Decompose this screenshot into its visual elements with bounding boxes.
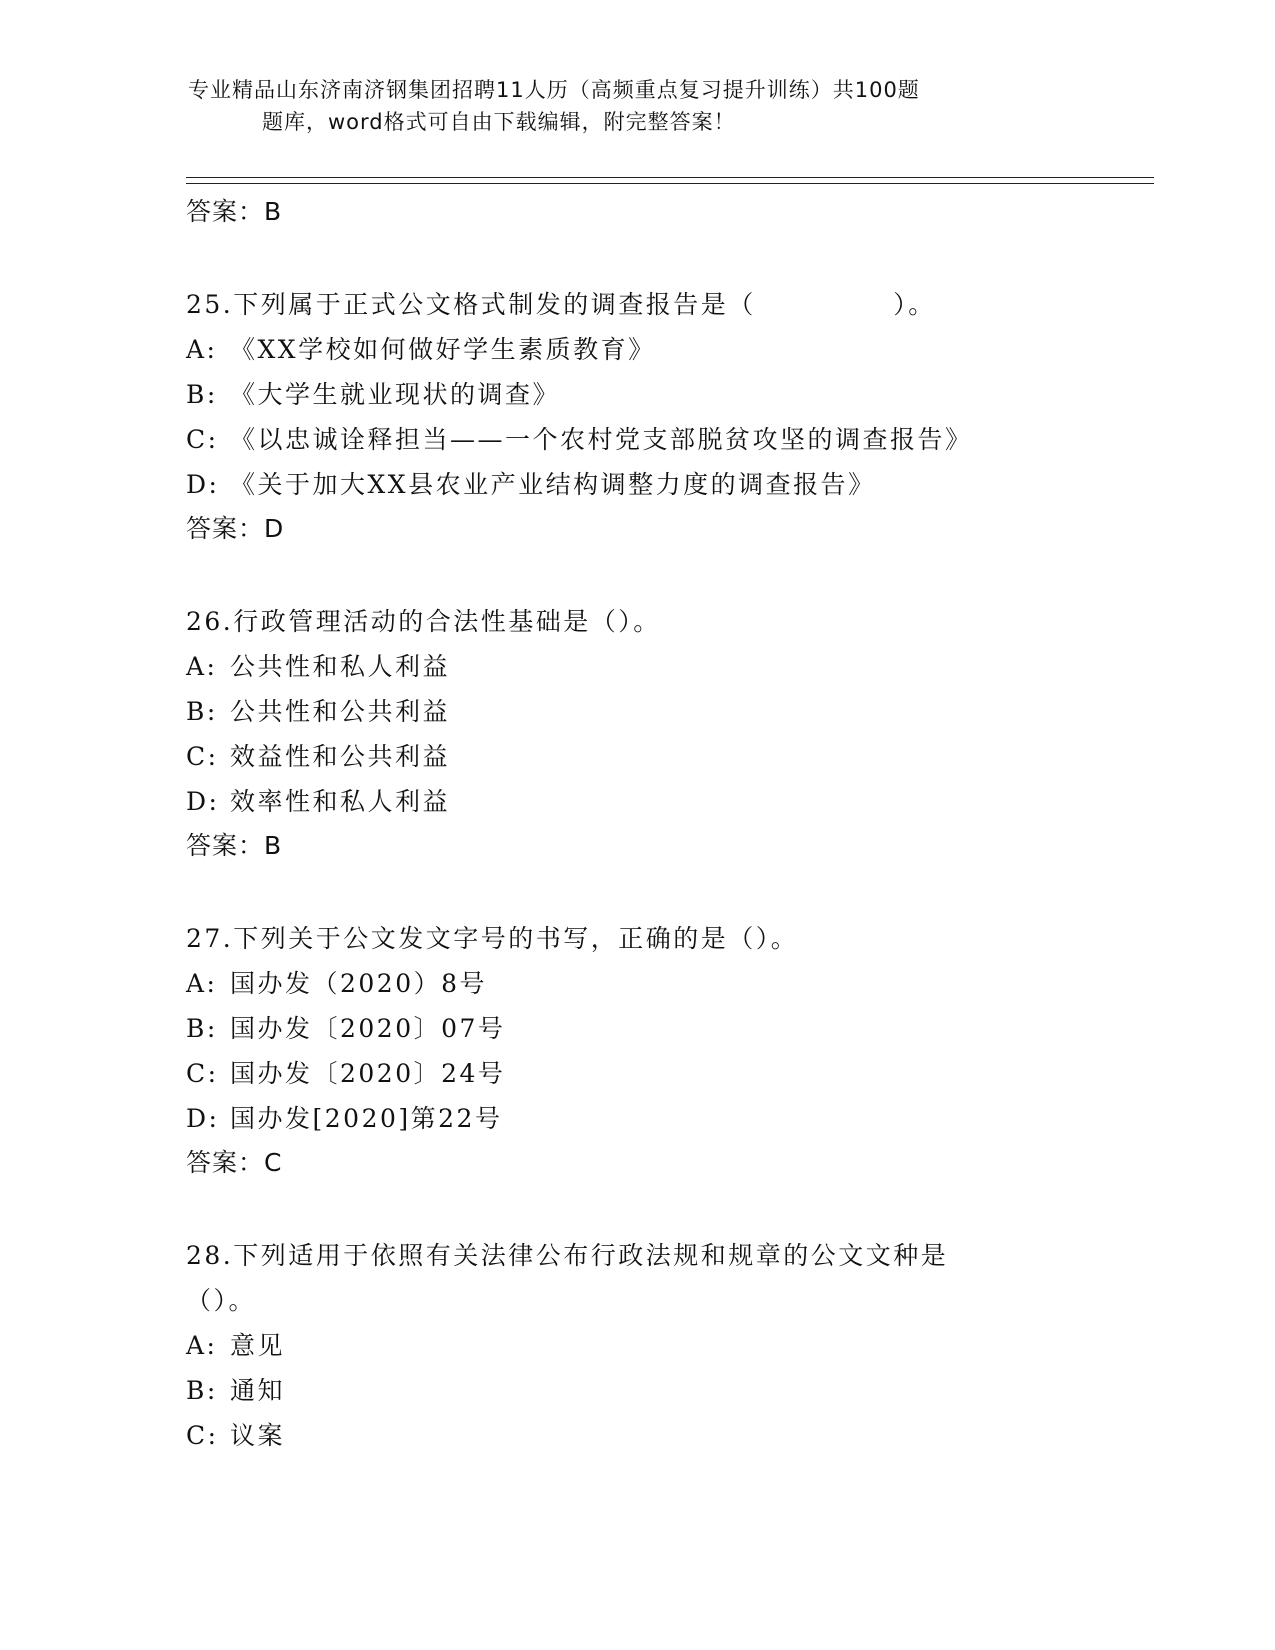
option-text: 通知: [230, 1376, 286, 1405]
option-c: [186, 1051, 1146, 1096]
option-text: 国办发[2020]第22号: [230, 1104, 503, 1133]
option-letter: A:: [186, 335, 218, 364]
option-text: 国办发〔2020〕24号: [230, 1059, 506, 1088]
option-letter: B:: [186, 380, 218, 409]
option-b: [186, 689, 1146, 734]
option-letter: D:: [186, 787, 220, 816]
option-letter: B:: [186, 1014, 218, 1043]
option-letter: B:: [186, 697, 218, 726]
header-title-line-2: 题库，word格式可自由下载编辑，附完整答案！: [262, 110, 736, 134]
answer-previous: 答案：B: [186, 197, 283, 226]
option-d: [186, 779, 1146, 824]
option-c: [186, 1413, 1146, 1458]
option-text: 公共性和私人利益: [230, 652, 451, 681]
option-c: [186, 734, 1146, 779]
answer: 答案：C: [186, 1148, 283, 1177]
option-letter: C:: [186, 1421, 219, 1450]
header-divider-top: [186, 177, 1154, 178]
option-text: 公共性和公共利益: [230, 697, 451, 726]
option-text: 《XX学校如何做好学生素质教育》: [230, 335, 656, 364]
question-text: 28.下列适用于依照有关法律公布行政法规和规章的公文文种是（）。: [186, 1241, 949, 1315]
question-28: [186, 1233, 1146, 1458]
question-text: 25.下列属于正式公文格式制发的调查报告是（ ）。: [186, 290, 936, 319]
option-b: [186, 372, 1146, 417]
option-text: 《以忠诚诠释担当——一个农村党支部脱贫攻坚的调查报告》: [230, 425, 973, 454]
option-text: 《大学生就业现状的调查》: [230, 380, 561, 409]
option-d: [186, 1096, 1146, 1141]
option-b: [186, 1006, 1146, 1051]
option-letter: A:: [186, 652, 218, 681]
option-letter: D:: [186, 470, 220, 499]
option-letter: C:: [186, 425, 219, 454]
question-text: 26.行政管理活动的合法性基础是（）。: [186, 607, 661, 636]
option-a: [186, 961, 1146, 1006]
option-text: 效益性和公共利益: [230, 742, 451, 771]
question-26: [186, 599, 1146, 868]
option-text: 《关于加大XX县农业产业结构调整力度的调查报告》: [230, 470, 876, 499]
option-a: [186, 644, 1146, 689]
question-25: [186, 282, 1146, 551]
option-letter: D:: [186, 1104, 220, 1133]
option-letter: A:: [186, 969, 218, 998]
question-text: 27.下列关于公文发文字号的书写，正确的是（）。: [186, 924, 799, 953]
option-a: [186, 327, 1146, 372]
option-letter: C:: [186, 1059, 219, 1088]
header-divider-bottom: [186, 183, 1154, 184]
question-list: [186, 190, 1146, 1458]
header-title-line-1: 专业精品山东济南济钢集团招聘11人历（高频重点复习提升训练）共100题: [188, 78, 920, 102]
option-letter: B:: [186, 1376, 218, 1405]
option-text: 国办发〔2020〕07号: [230, 1014, 506, 1043]
answer: 答案：D: [186, 514, 285, 543]
document-header: [188, 74, 1088, 138]
option-text: 意见: [230, 1331, 286, 1360]
option-letter: A:: [186, 1331, 218, 1360]
option-letter: C:: [186, 742, 219, 771]
option-text: 效率性和私人利益: [230, 787, 451, 816]
option-d: [186, 462, 1146, 507]
question-27: [186, 916, 1146, 1185]
option-b: [186, 1368, 1146, 1413]
answer: 答案：B: [186, 831, 283, 860]
option-c: [186, 417, 1146, 462]
option-text: 国办发（2020）8号: [230, 969, 488, 998]
option-a: [186, 1323, 1146, 1368]
option-text: 议案: [230, 1421, 286, 1450]
